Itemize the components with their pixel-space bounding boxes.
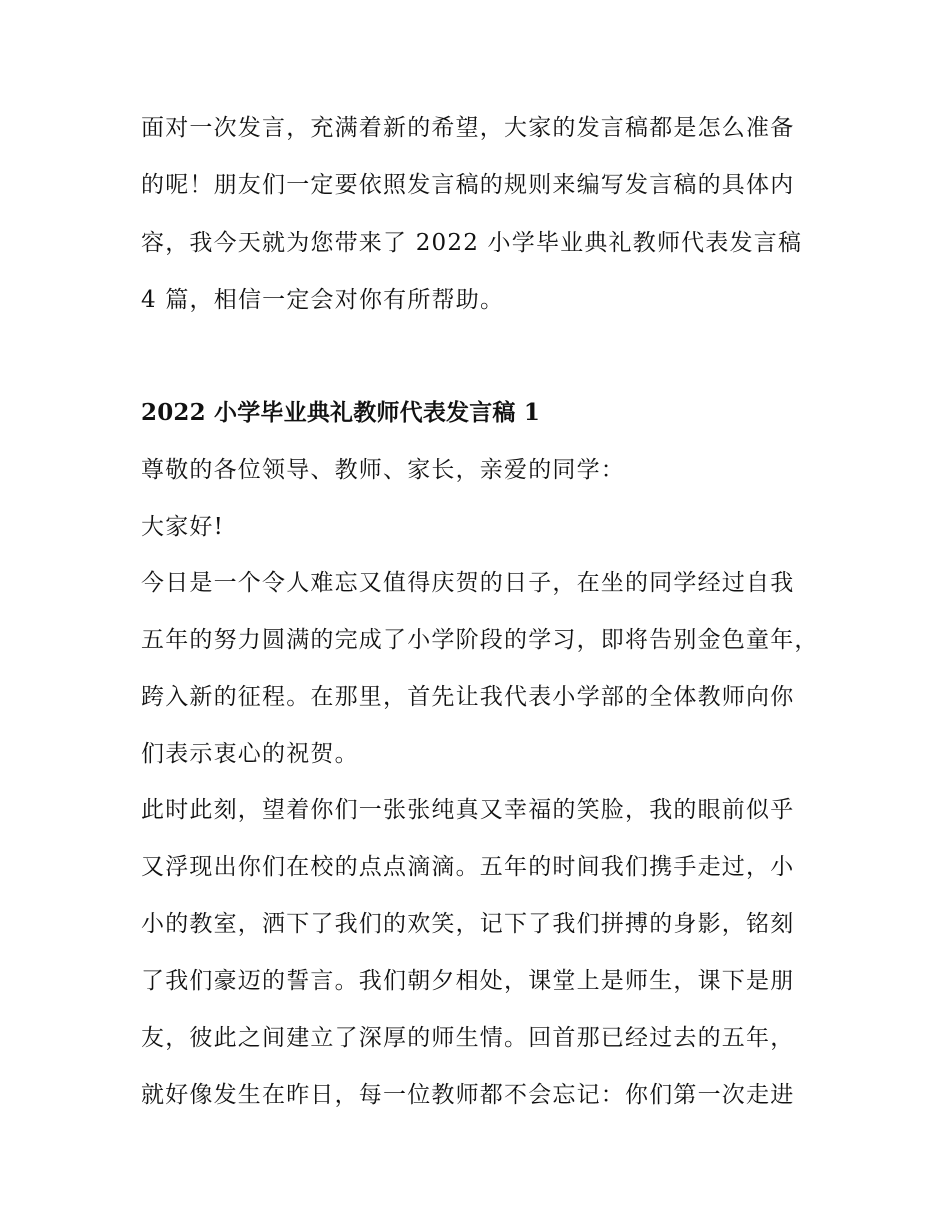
paragraph2-line-3: 小的教室，洒下了我们的欢笑，记下了我们拼搏的身影，铭刻 <box>141 911 795 937</box>
paragraph2-line-5: 友，彼此之间建立了深厚的师生情。回首那已经过去的五年， <box>141 1025 795 1051</box>
paragraph2-line-1: 此时此刻，望着你们一张张纯真又幸福的笑脸，我的眼前似乎 <box>141 797 795 823</box>
paragraph1-line-1: 今日是一个令人难忘又值得庆贺的日子，在坐的同学经过自我 <box>141 570 795 596</box>
section-title: 2022 小学毕业典礼教师代表发言稿 1 <box>141 399 541 426</box>
intro-line-3: 容，我今天就为您带来了 2022 小学毕业典礼教师代表发言稿 <box>141 230 803 256</box>
paragraph1-line-2: 五年的努力圆满的完成了小学阶段的学习，即将告别金色童年， <box>141 627 819 653</box>
paragraph1-line-3: 跨入新的征程。在那里，首先让我代表小学部的全体教师向你 <box>141 684 795 710</box>
paragraph2-line-6: 就好像发生在昨日，每一位教师都不会忘记：你们第一次走进 <box>141 1082 795 1108</box>
greeting: 大家好! <box>141 514 225 540</box>
paragraph2-line-2: 又浮现出你们在校的点点滴滴。五年的时间我们携手走过，小 <box>141 854 795 880</box>
paragraph1-line-4: 们表示衷心的祝贺。 <box>141 741 359 767</box>
salutation: 尊敬的各位领导、教师、家长，亲爱的同学： <box>141 457 625 483</box>
intro-line-1: 面对一次发言，充满着新的希望，大家的发言稿都是怎么准备 <box>141 115 795 141</box>
intro-line-4: 4 篇，相信一定会对你有所帮助。 <box>141 287 505 313</box>
intro-line-2: 的呢！朋友们一定要依照发言稿的规则来编写发言稿的具体内 <box>141 172 795 198</box>
paragraph2-line-4: 了我们豪迈的誓言。我们朝夕相处，课堂上是师生，课下是朋 <box>141 968 795 994</box>
